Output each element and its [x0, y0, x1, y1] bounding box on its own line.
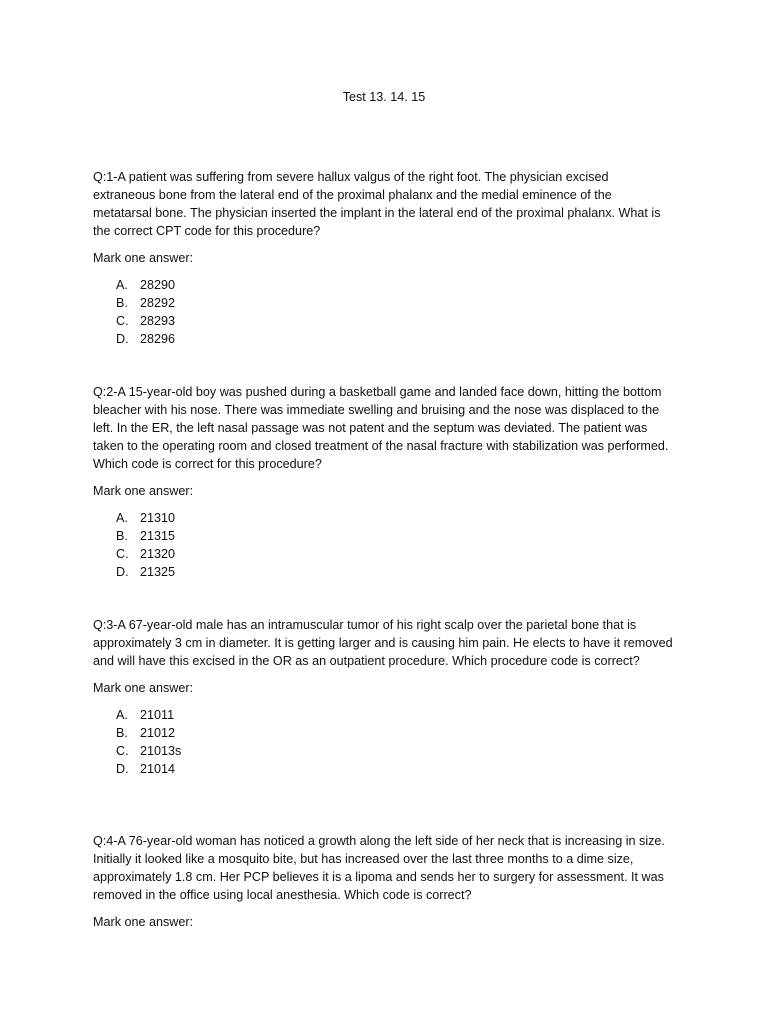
- answer-option-c: [93, 545, 673, 563]
- answer-value: 21012: [140, 726, 176, 740]
- answer-option-b: [93, 527, 673, 545]
- answer-option-b: [93, 294, 673, 312]
- answer-list: [93, 509, 673, 581]
- question-1: [93, 168, 673, 348]
- answer-letter: A.: [116, 278, 128, 292]
- answer-list: [93, 706, 673, 778]
- answer-option-d: [93, 330, 673, 348]
- question-4: [93, 832, 673, 931]
- answer-letter: C.: [116, 547, 129, 561]
- answer-letter: A.: [116, 511, 128, 525]
- question-3: [93, 616, 673, 778]
- answer-option-a: [93, 706, 673, 724]
- answer-option-a: [93, 509, 673, 527]
- question-text: Q:1-A patient was suffering from severe hallux valgus of the right foot. The physician excised extraneous bone from the lateral end of the proximal phalanx and the medial eminence of the metatarsal bone. The physician inserted the implant in the lateral end of the proximal phalanx. What is the correct CPT code for this procedure?: [93, 170, 661, 238]
- mark-one-answer-label: Mark one answer:: [93, 915, 194, 929]
- question-text: Q:4-A 76-year-old woman has noticed a growth along the left side of her neck that is increasing in size. Initially it looked like a mosquito bite, but has increased over the last three months to a dime size, approximately 1.8 cm. Her PCP believes it is a lipoma and sends her to surgery for assessment. It was removed in the office using local anesthesia. Which code is correct?: [93, 834, 665, 902]
- answer-letter: A.: [116, 708, 128, 722]
- answer-option-a: [93, 276, 673, 294]
- answer-value: 21011: [140, 708, 175, 722]
- question-text: Q:3-A 67-year-old male has an intramuscular tumor of his right scalp over the parietal bone that is approximately 3 cm in diameter. It is getting larger and is causing him pain. He elects to have it removed and will have this excised in the OR as an outpatient procedure. Which procedure code is correct?: [93, 618, 673, 668]
- answer-value: 28290: [140, 278, 176, 292]
- question-text: Q:2-A 15-year-old boy was pushed during a basketball game and landed face down, hitting the bottom bleacher with his nose. There was immediate swelling and bruising and the nose was displaced to the left. In the ER, the left nasal passage was not patent and the septum was deviated. The patient was taken to the operating room and closed treatment of the nasal fracture with stabilization was performed. Which code is correct for this procedure?: [93, 385, 669, 471]
- answer-option-d: [93, 563, 673, 581]
- answer-letter: D.: [116, 565, 129, 579]
- answer-letter: B.: [116, 726, 128, 740]
- mark-one-answer-label: Mark one answer:: [93, 484, 194, 498]
- mark-one-answer-label: Mark one answer:: [93, 681, 194, 695]
- answer-option-c: [93, 312, 673, 330]
- answer-letter: C.: [116, 744, 129, 758]
- answer-value: 21013s: [140, 744, 182, 758]
- answer-value: 21325: [140, 565, 176, 579]
- answer-option-c: [93, 742, 673, 760]
- answer-letter: B.: [116, 529, 128, 543]
- document-title: Test 13. 14. 15: [342, 90, 426, 104]
- question-2: [93, 383, 673, 581]
- answer-value: 28296: [140, 332, 176, 346]
- answer-value: 28293: [140, 314, 176, 328]
- answer-value: 21014: [140, 762, 176, 776]
- answer-option-d: [93, 760, 673, 778]
- answer-value: 21315: [140, 529, 176, 543]
- answer-value: 21320: [140, 547, 176, 561]
- answer-letter: C.: [116, 314, 129, 328]
- answer-value: 21310: [140, 511, 176, 525]
- answer-letter: B.: [116, 296, 128, 310]
- answer-value: 28292: [140, 296, 176, 310]
- answer-letter: D.: [116, 762, 129, 776]
- answer-list: [93, 276, 673, 348]
- answer-letter: D.: [116, 332, 129, 346]
- answer-option-b: [93, 724, 673, 742]
- mark-one-answer-label: Mark one answer:: [93, 251, 194, 265]
